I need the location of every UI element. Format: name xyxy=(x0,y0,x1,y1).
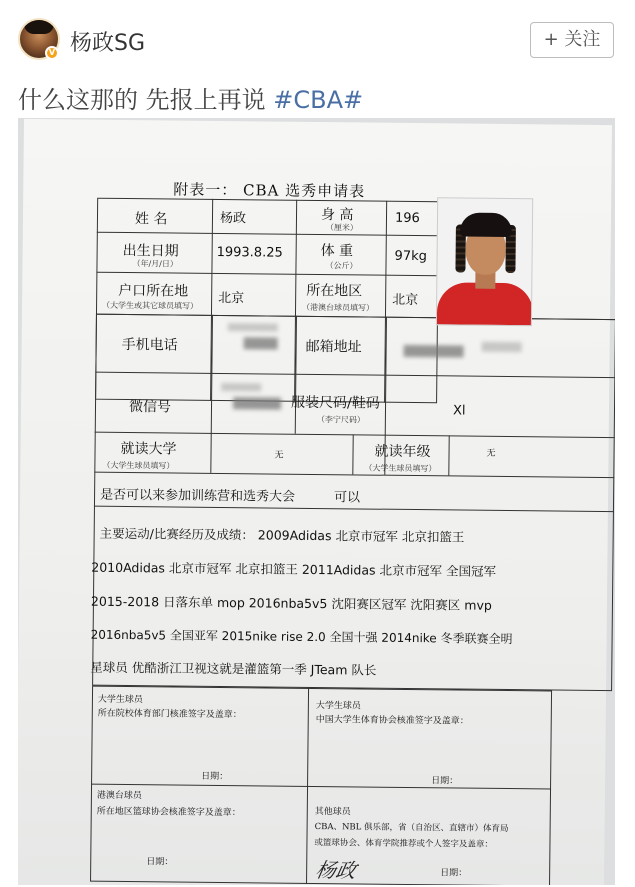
value-grade: 无 xyxy=(486,448,496,459)
hk-title: 港澳台球员 xyxy=(96,790,142,802)
signature: 杨政 xyxy=(313,858,359,883)
label-dob: 出生日期 xyxy=(122,242,179,260)
label-university: 就读大学 xyxy=(120,440,177,458)
uni-a-title: 大学生球员 xyxy=(97,694,144,706)
uni-b-date: 日期： xyxy=(431,776,459,787)
label-phone: 手机电话 xyxy=(121,336,178,354)
redacted-phone xyxy=(244,337,278,349)
resume-line: 2016nba5v5 全国亚军 2015nike rise 2.0 全国十强 2014nike 冬季联赛全明 xyxy=(90,627,513,647)
username[interactable]: 杨政SG xyxy=(70,31,146,56)
redacted-wechat-top xyxy=(221,383,261,391)
hashtag-link[interactable]: #CBA# xyxy=(273,86,364,114)
uni-b-text: 中国大学生体育协会核准签字及盖章： xyxy=(315,715,469,727)
label-weight: 体 重 xyxy=(320,243,354,260)
value-hukou: 北京 xyxy=(218,290,245,307)
resume-line: 星球员 优酷浙江卫视这就是灌篮第一季 JTeam 队长 xyxy=(90,659,377,678)
post-image[interactable] xyxy=(18,118,615,885)
label-hukou: 户口所在地 xyxy=(118,282,189,300)
label-grade-note: （大学生球员填写） xyxy=(364,463,437,474)
value-dob: 1993.8.25 xyxy=(216,244,283,261)
form-title: 附表一： CBA 选秀申请表 xyxy=(173,180,366,201)
resume-line: 2010Adidas 北京市冠军 北京扣篮王 2011Adidas 北京市冠军 全国冠军 xyxy=(91,559,497,579)
verified-badge-icon: V xyxy=(45,46,59,60)
label-dob-unit: （年/月/日） xyxy=(132,259,178,269)
resume-line: 主要运动/比赛经历及成绩： 2009Adidas 北京市冠军 北京扣篮王 xyxy=(99,525,465,545)
follow-button[interactable]: + 关注 xyxy=(530,22,614,58)
label-grade: 就读年级 xyxy=(374,443,431,461)
label-height: 身 高 xyxy=(320,207,354,224)
value-height: 196 xyxy=(394,210,420,227)
label-clothes: 服装尺码/鞋码 xyxy=(290,394,380,412)
hk-text: 所在地区篮球协会核准签字及盖章： xyxy=(96,806,241,819)
value-region: 北京 xyxy=(392,292,419,309)
other-title: 其他球员 xyxy=(314,807,351,818)
value-camp: 可以 xyxy=(333,490,361,506)
uni-a-date: 日期： xyxy=(201,771,229,783)
uni-a-text: 所在院校体育部门核准签字及盖章： xyxy=(97,708,242,721)
player-photo xyxy=(436,197,533,326)
redacted-wechat xyxy=(233,397,281,410)
redacted-email-2 xyxy=(482,342,522,352)
resume-line: 2015-2018 日落东单 mop 2016nba5v5 沈阳赛区冠军 沈阳赛区 mvp xyxy=(90,593,492,613)
other-text-2: 或篮球协会、体育学院推荐或个人签字及盖章： xyxy=(314,838,494,850)
uni-b-title: 大学生球员 xyxy=(315,701,361,712)
post-text-body: 什么这那的 先报上再说 xyxy=(18,86,274,114)
post-header xyxy=(0,0,635,78)
value-weight: 97kg xyxy=(394,248,428,265)
redacted-email xyxy=(404,345,464,358)
label-region: 所在地区 xyxy=(306,282,363,300)
label-university-note: （大学生球员填写） xyxy=(102,460,175,471)
label-clothes-note: （李宁尺码） xyxy=(316,415,365,425)
label-camp: 是否可以来参加训练营和选秀大会 xyxy=(100,487,296,505)
hk-date: 日期： xyxy=(146,857,174,868)
label-wechat: 微信号 xyxy=(128,399,172,416)
value-clothes: Xl xyxy=(452,403,466,419)
redacted-phone-top xyxy=(228,323,278,332)
label-email: 邮箱地址 xyxy=(305,338,362,356)
other-text-1: CBA、NBL 俱乐部，省（自治区、直辖市）体育局 xyxy=(314,822,509,835)
other-date: 日期： xyxy=(440,868,468,879)
label-height-unit: （厘米） xyxy=(325,223,358,233)
label-weight-unit: （公斤） xyxy=(325,261,358,271)
value-university: 无 xyxy=(274,450,284,461)
label-region-note: （港澳台球员填写） xyxy=(302,302,375,313)
value-name: 杨政 xyxy=(219,210,247,227)
application-form xyxy=(18,119,612,885)
label-name: 姓 名 xyxy=(134,211,168,228)
label-hukou-note: （大学生或其它球员填写） xyxy=(102,300,199,311)
post-text xyxy=(18,80,363,115)
